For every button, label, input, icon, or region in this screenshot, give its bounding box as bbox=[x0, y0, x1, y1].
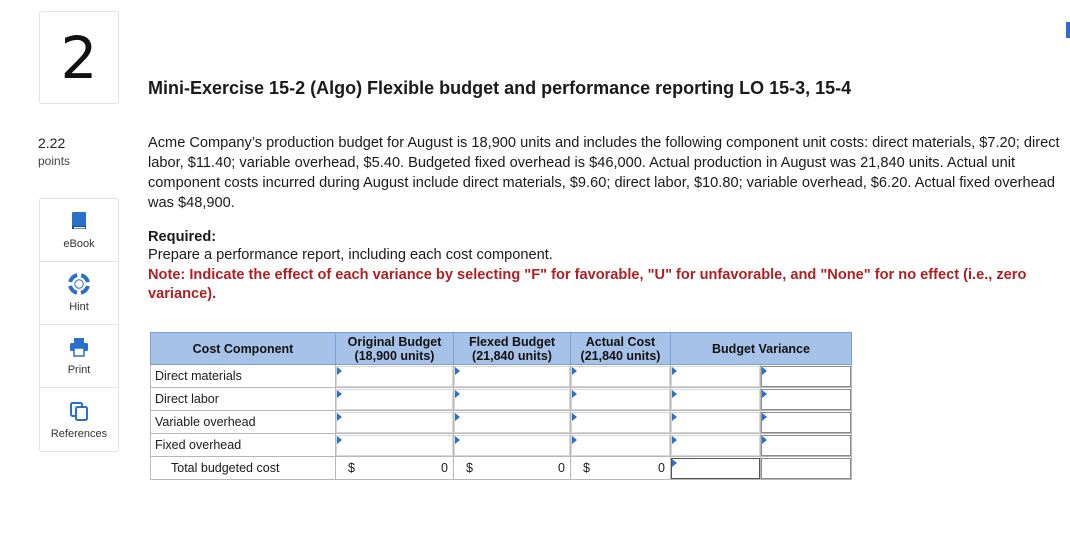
row-label-direct-materials: Direct materials bbox=[151, 365, 336, 388]
fixed-overhead-variance-input[interactable] bbox=[671, 435, 760, 456]
points-label: points bbox=[38, 154, 71, 168]
required-text: Prepare a performance report, including each cost component. bbox=[148, 247, 553, 263]
table-row bbox=[151, 411, 852, 434]
total-flexed-cell bbox=[454, 457, 571, 480]
window-edge-marker bbox=[1066, 22, 1070, 38]
direct-labor-effect-select[interactable] bbox=[761, 389, 851, 410]
variable-overhead-original-input[interactable] bbox=[336, 412, 453, 433]
table-row bbox=[151, 434, 852, 457]
fixed-overhead-actual-input[interactable] bbox=[571, 435, 670, 456]
table-total-row bbox=[151, 457, 852, 480]
book-icon bbox=[68, 210, 90, 232]
total-original-value: 0 bbox=[441, 461, 448, 475]
total-flexed-value: 0 bbox=[558, 461, 565, 475]
variable-overhead-effect-select[interactable] bbox=[761, 412, 851, 433]
header-original-budget: Original Budget (18,900 units) bbox=[336, 333, 454, 365]
copy-icon bbox=[68, 400, 90, 422]
points-value: 2.22 bbox=[38, 135, 66, 151]
direct-labor-variance-input[interactable] bbox=[671, 389, 760, 410]
currency-symbol: $ bbox=[583, 461, 590, 475]
table-header-row bbox=[151, 333, 852, 365]
header-flexed-budget: Flexed Budget (21,840 units) bbox=[454, 333, 571, 365]
currency-symbol: $ bbox=[348, 461, 355, 475]
question-title: Mini-Exercise 15-2 (Algo) Flexible budget and performance reporting LO 15-3, 15-4 bbox=[148, 78, 852, 98]
currency-symbol: $ bbox=[466, 461, 473, 475]
header-cost-component: Cost Component bbox=[151, 333, 336, 365]
total-variance-input[interactable] bbox=[671, 458, 760, 479]
header-budget-variance: Budget Variance bbox=[671, 333, 852, 365]
side-toolbar bbox=[39, 198, 119, 452]
references-label: References bbox=[50, 427, 108, 440]
header-actual-cost: Actual Cost (21,840 units) bbox=[571, 333, 671, 365]
print-label: Print bbox=[67, 364, 91, 376]
total-original-cell bbox=[336, 457, 454, 480]
fixed-overhead-original-input[interactable] bbox=[336, 435, 453, 456]
direct-materials-actual-input[interactable] bbox=[571, 366, 670, 387]
total-actual-value: 0 bbox=[658, 461, 665, 475]
hint-button[interactable] bbox=[40, 262, 118, 325]
table-row bbox=[151, 388, 852, 411]
ebook-label: eBook bbox=[63, 238, 95, 250]
question-number: 2 bbox=[39, 11, 119, 104]
total-actual-cell bbox=[571, 457, 671, 480]
direct-materials-flexed-input[interactable] bbox=[454, 366, 570, 387]
row-label-fixed-overhead: Fixed overhead bbox=[151, 434, 336, 457]
row-label-total-budgeted-cost: Total budgeted cost bbox=[151, 457, 336, 480]
printer-icon bbox=[68, 336, 90, 358]
instruction-note: Note: Indicate the effect of each variance by selecting "F" for favorable, "U" for unfavorable, and "None" for no effect (i.e., zero variance). bbox=[148, 267, 1027, 302]
row-label-variable-overhead: Variable overhead bbox=[151, 411, 336, 434]
table-row bbox=[151, 365, 852, 388]
direct-labor-actual-input[interactable] bbox=[571, 389, 670, 410]
direct-materials-effect-select[interactable] bbox=[761, 366, 851, 387]
performance-report-table bbox=[150, 332, 852, 480]
direct-materials-original-input[interactable] bbox=[336, 366, 453, 387]
direct-labor-original-input[interactable] bbox=[336, 389, 453, 410]
fixed-overhead-flexed-input[interactable] bbox=[454, 435, 570, 456]
hint-label: Hint bbox=[69, 301, 89, 313]
direct-labor-flexed-input[interactable] bbox=[454, 389, 570, 410]
fixed-overhead-effect-select[interactable] bbox=[761, 435, 851, 456]
row-label-direct-labor: Direct labor bbox=[151, 388, 336, 411]
question-prompt: Acme Company’s production budget for August is 18,900 units and includes the following component unit costs: direct materials, $7.20; direct labor, $11.40; variable overhead, $5.40. Budgeted fixed overhead is $46,000. Actual production in August was 21,840 units. Actual unit component costs incurred during August include direct materials, $9.60; direct labor, $10.80; variable overhead, $6.20. Actual fixed overhead was $48,900. bbox=[148, 135, 1060, 211]
variable-overhead-actual-input[interactable] bbox=[571, 412, 670, 433]
variable-overhead-flexed-input[interactable] bbox=[454, 412, 570, 433]
print-button[interactable] bbox=[40, 325, 118, 388]
ebook-button[interactable] bbox=[40, 199, 118, 262]
total-effect-select[interactable] bbox=[761, 458, 851, 479]
references-button[interactable] bbox=[40, 388, 118, 451]
required-label: Required: bbox=[148, 229, 217, 245]
direct-materials-variance-input[interactable] bbox=[671, 366, 760, 387]
variable-overhead-variance-input[interactable] bbox=[671, 412, 760, 433]
lifebuoy-icon bbox=[68, 273, 90, 295]
